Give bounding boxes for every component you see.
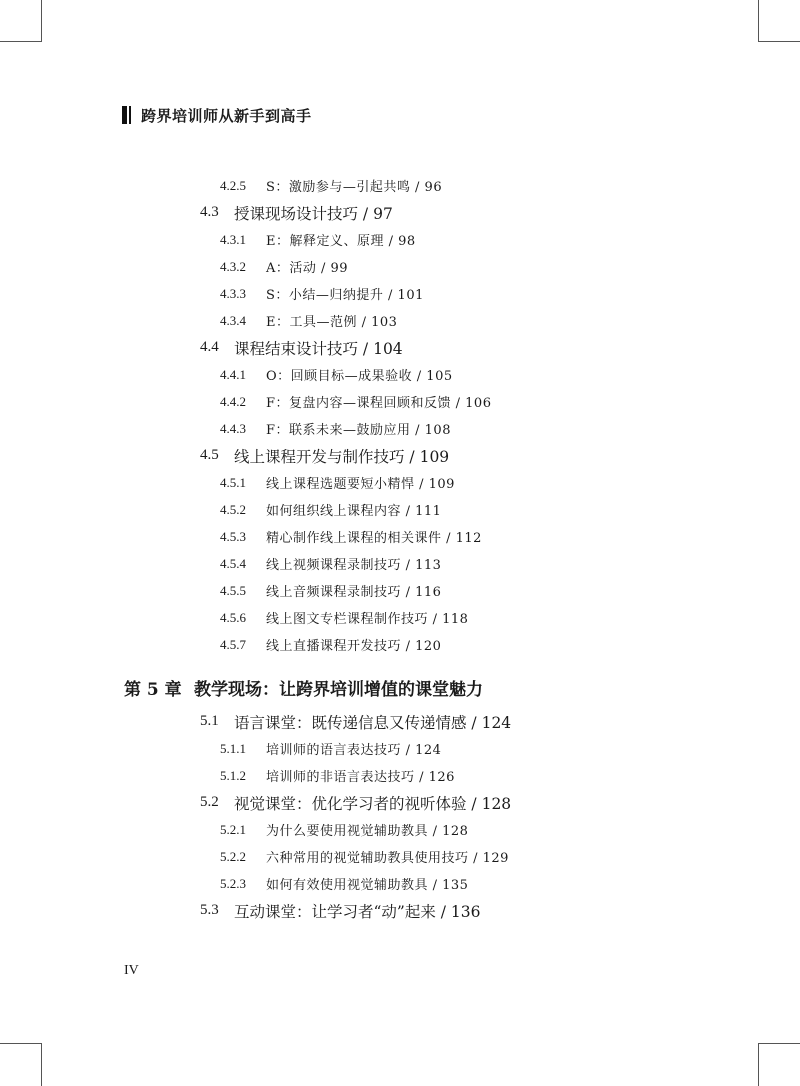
toc-title: E：解释定义、原理 / 98 bbox=[266, 234, 416, 249]
toc-chapter-heading bbox=[124, 672, 483, 702]
toc-entry bbox=[220, 762, 455, 789]
toc-entry bbox=[200, 199, 393, 226]
toc-entry bbox=[220, 523, 482, 550]
crop-mark bbox=[758, 1043, 759, 1086]
toc-number: 4.5.3 bbox=[220, 528, 246, 544]
toc-number: 4.3.2 bbox=[220, 258, 246, 274]
toc-number: 5.1 bbox=[200, 713, 219, 729]
chapter-number: 第 5 章 bbox=[124, 679, 182, 700]
toc-title: O：回顾目标—成果验收 / 105 bbox=[266, 369, 453, 384]
toc-number: 4.5.4 bbox=[220, 555, 246, 571]
toc-entry bbox=[220, 604, 468, 631]
toc-entry bbox=[200, 789, 511, 816]
toc-number: 4.4 bbox=[200, 339, 219, 355]
toc-entry bbox=[220, 415, 451, 442]
crop-mark bbox=[41, 0, 42, 42]
running-head-bar-thin bbox=[129, 106, 131, 124]
toc-title: 线上课程选题要短小精悍 / 109 bbox=[266, 477, 455, 492]
toc-entry bbox=[220, 361, 453, 388]
toc-title: 线上音频课程录制技巧 / 116 bbox=[266, 585, 442, 600]
toc-title: 如何组织线上课程内容 / 111 bbox=[266, 504, 442, 519]
toc-title: 线上直播课程开发技巧 / 120 bbox=[266, 639, 442, 654]
toc-number: 5.2.2 bbox=[220, 848, 246, 864]
crop-mark bbox=[41, 1043, 42, 1086]
crop-mark bbox=[758, 0, 759, 42]
running-head bbox=[122, 104, 312, 126]
toc-number: 4.2.5 bbox=[220, 177, 246, 193]
toc-number: 4.5.5 bbox=[220, 582, 246, 598]
toc-title: F：联系未来—鼓励应用 / 108 bbox=[266, 423, 451, 438]
toc-entry bbox=[220, 226, 416, 253]
toc-title: 语言课堂：既传递信息又传递情感 / 124 bbox=[234, 713, 512, 732]
book-title: 跨界培训师从新手到高手 bbox=[141, 106, 312, 125]
toc-number: 5.2 bbox=[200, 794, 219, 810]
crop-mark bbox=[0, 41, 42, 42]
toc-title: 视觉课堂：优化学习者的视听体验 / 128 bbox=[234, 794, 512, 813]
toc-title: 线上视频课程录制技巧 / 113 bbox=[266, 558, 442, 573]
crop-mark bbox=[758, 1043, 800, 1044]
toc-entry bbox=[220, 172, 442, 199]
toc-entry bbox=[200, 442, 449, 469]
toc-entry bbox=[220, 550, 441, 577]
toc-entry bbox=[220, 870, 468, 897]
toc-title: 培训师的非语言表达技巧 / 126 bbox=[266, 770, 455, 785]
toc-entry bbox=[220, 469, 455, 496]
toc-number: 5.2.1 bbox=[220, 821, 246, 837]
chapter-title: 教学现场：让跨界培训增值的课堂魅力 bbox=[194, 679, 483, 700]
toc-title: 互动课堂：让学习者“动”起来 / 136 bbox=[234, 902, 481, 921]
toc-entry bbox=[220, 843, 509, 870]
toc-entry bbox=[220, 631, 441, 658]
toc-title: 如何有效使用视觉辅助教具 / 135 bbox=[266, 878, 469, 893]
toc-entry bbox=[220, 735, 441, 762]
toc-title: 线上图文专栏课程制作技巧 / 118 bbox=[266, 612, 469, 627]
toc-number: 5.1.1 bbox=[220, 740, 246, 756]
toc-title: 六种常用的视觉辅助教具使用技巧 / 129 bbox=[266, 851, 509, 866]
toc-number: 4.5.2 bbox=[220, 501, 246, 517]
toc-number: 4.3.1 bbox=[220, 231, 246, 247]
crop-mark bbox=[758, 41, 800, 42]
toc-entry bbox=[220, 280, 424, 307]
toc-entry bbox=[220, 307, 397, 334]
toc-number: 5.1.2 bbox=[220, 767, 246, 783]
toc-title: S：激励参与—引起共鸣 / 96 bbox=[266, 180, 443, 195]
toc-number: 4.3.4 bbox=[220, 312, 246, 328]
toc-number: 4.3 bbox=[200, 204, 219, 220]
toc-entry bbox=[220, 496, 441, 523]
toc-number: 5.2.3 bbox=[220, 875, 246, 891]
toc-entry bbox=[200, 897, 481, 924]
toc-number: 4.4.3 bbox=[220, 420, 246, 436]
crop-mark bbox=[0, 1043, 42, 1044]
toc-title: 线上课程开发与制作技巧 / 109 bbox=[234, 447, 450, 466]
toc-entry bbox=[200, 334, 403, 361]
toc-title: 培训师的语言表达技巧 / 124 bbox=[266, 743, 442, 758]
running-head-bar bbox=[122, 106, 127, 124]
toc-number: 4.5 bbox=[200, 447, 219, 463]
toc-number: 4.5.1 bbox=[220, 474, 246, 490]
toc-title: 课程结束设计技巧 / 104 bbox=[234, 339, 403, 358]
toc-title: 为什么要使用视觉辅助教具 / 128 bbox=[266, 824, 469, 839]
toc-title: A：活动 / 99 bbox=[266, 261, 349, 276]
toc-number: 5.3 bbox=[200, 902, 219, 918]
toc-entry bbox=[220, 388, 491, 415]
page-number: IV bbox=[124, 963, 139, 978]
toc-title: E：工具—范例 / 103 bbox=[266, 315, 398, 330]
toc-number: 4.3.3 bbox=[220, 285, 246, 301]
toc-title: S：小结—归纳提升 / 101 bbox=[266, 288, 424, 303]
toc-entry bbox=[220, 816, 468, 843]
toc-entry bbox=[220, 577, 441, 604]
toc-entry bbox=[200, 708, 511, 735]
toc-title: 精心制作线上课程的相关课件 / 112 bbox=[266, 531, 482, 546]
toc-title: 授课现场设计技巧 / 97 bbox=[234, 204, 393, 223]
toc-number: 4.5.6 bbox=[220, 609, 246, 625]
toc-title: F：复盘内容—课程回顾和反馈 / 106 bbox=[266, 396, 492, 411]
toc-number: 4.5.7 bbox=[220, 636, 246, 652]
toc-entry bbox=[220, 253, 348, 280]
toc-number: 4.4.1 bbox=[220, 366, 246, 382]
toc-number: 4.4.2 bbox=[220, 393, 246, 409]
